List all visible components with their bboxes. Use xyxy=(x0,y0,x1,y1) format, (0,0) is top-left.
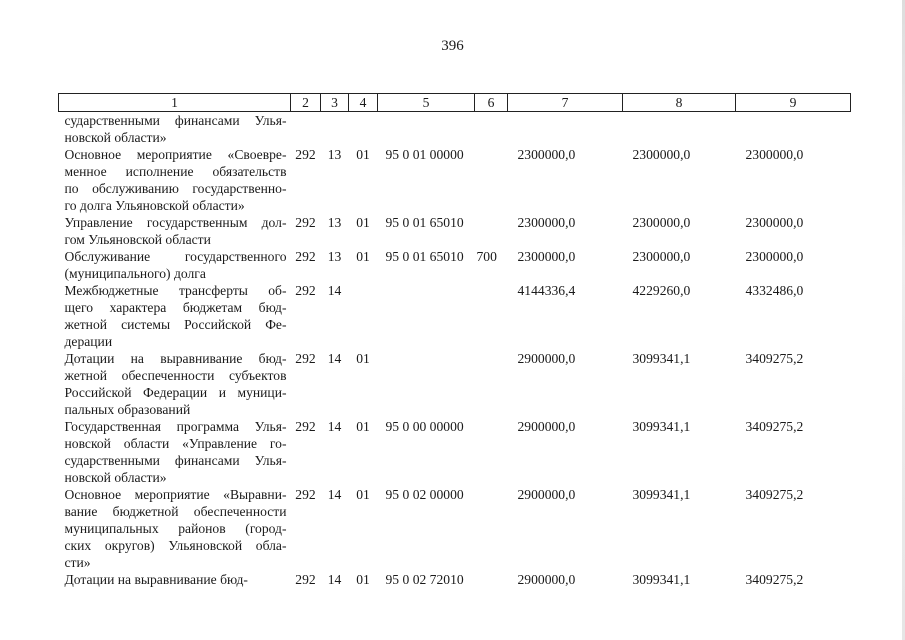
table-row xyxy=(59,571,851,588)
row-name-line: Основное мероприятие «Своевре- xyxy=(64,147,287,162)
row-name-line: (муниципального) долга xyxy=(64,266,206,281)
cell-col-5: 95 0 01 65010 xyxy=(385,215,464,230)
cell-col-2: 292 xyxy=(295,419,316,434)
column-header-3: 3 xyxy=(321,94,349,112)
row-name-cell xyxy=(59,146,291,214)
row-name-cell xyxy=(59,112,291,147)
row-name-line: Дотации на выравнивание бюд- xyxy=(64,351,287,366)
column-header-2: 2 xyxy=(291,94,321,112)
cell-col-5: 95 0 01 00000 xyxy=(385,147,464,162)
row-name-line: сударственными финансами Улья- xyxy=(64,453,287,468)
table-row xyxy=(59,214,851,248)
row-name-line: Дотации на выравнивание бюд- xyxy=(64,572,248,587)
row-name-cell xyxy=(59,571,291,588)
row-name-line: ских округов) Ульяновской обла- xyxy=(64,538,287,553)
cell-col-4: 01 xyxy=(356,215,370,230)
cell-col-7: 2900000,0 xyxy=(517,487,576,502)
column-header-4: 4 xyxy=(349,94,378,112)
cell-col-6 xyxy=(475,112,508,147)
cell-col-5: 95 0 00 00000 xyxy=(385,419,464,434)
page-number: 396 xyxy=(441,38,464,54)
cell-col-6 xyxy=(475,350,508,418)
cell-col-7: 2300000,0 xyxy=(517,215,576,230)
row-name-cell xyxy=(59,350,291,418)
row-name-line: Основное мероприятие «Выравни- xyxy=(64,487,287,502)
cell-col-2: 292 xyxy=(295,572,316,587)
cell-col-6 xyxy=(475,214,508,248)
cell-col-9: 4332486,0 xyxy=(745,283,804,298)
table-row xyxy=(59,248,851,282)
cell-col-7: 2300000,0 xyxy=(517,147,576,162)
cell-col-3: 14 xyxy=(327,419,342,434)
cell-col-3: 14 xyxy=(327,351,342,366)
table-row xyxy=(59,486,851,571)
cell-col-9: 3409275,2 xyxy=(745,419,804,434)
column-header-7: 7 xyxy=(508,94,623,112)
row-name-line: муниципальных районов (город- xyxy=(64,521,287,536)
cell-col-8: 4229260,0 xyxy=(632,283,691,298)
cell-col-3: 13 xyxy=(327,147,342,162)
row-name-line: новской области» xyxy=(64,130,167,145)
cell-col-8: 2300000,0 xyxy=(632,147,691,162)
row-name-cell xyxy=(59,486,291,571)
row-name-line: сударственными финансами Улья- xyxy=(64,113,287,128)
cell-col-4: 01 xyxy=(356,351,370,366)
row-name-line: Российской Федерации и муници- xyxy=(64,385,287,400)
cell-col-7 xyxy=(508,112,623,147)
cell-col-9: 2300000,0 xyxy=(745,249,804,264)
cell-col-4: 01 xyxy=(356,419,370,434)
cell-col-9: 3409275,2 xyxy=(745,487,804,502)
cell-col-5: 95 0 01 65010 xyxy=(385,249,464,264)
row-name-line: менное исполнение обязательств xyxy=(64,164,287,179)
cell-col-2: 292 xyxy=(295,147,316,162)
cell-col-5: 95 0 02 00000 xyxy=(385,487,464,502)
table-body xyxy=(59,112,851,589)
row-name-cell xyxy=(59,282,291,350)
cell-col-4: 01 xyxy=(356,147,370,162)
cell-col-2: 292 xyxy=(295,283,316,298)
cell-col-3: 14 xyxy=(327,572,342,587)
cell-col-4: 01 xyxy=(356,572,370,587)
cell-col-9 xyxy=(736,112,851,147)
cell-col-2 xyxy=(291,112,321,147)
cell-col-8: 3099341,1 xyxy=(632,419,691,434)
cell-col-3: 14 xyxy=(327,487,342,502)
cell-col-8: 3099341,1 xyxy=(632,572,691,587)
row-name-cell xyxy=(59,248,291,282)
cell-col-7: 2900000,0 xyxy=(517,351,576,366)
column-header-5: 5 xyxy=(378,94,475,112)
cell-col-5: 95 0 02 72010 xyxy=(385,572,464,587)
table-row xyxy=(59,112,851,147)
cell-col-4: 01 xyxy=(356,249,370,264)
row-name-line: Государственная программа Улья- xyxy=(64,419,287,434)
row-name-line: новской области» xyxy=(64,470,167,485)
table-row xyxy=(59,418,851,486)
row-name-line: го долга Ульяновской области» xyxy=(64,198,245,213)
row-name-cell xyxy=(59,418,291,486)
cell-col-2: 292 xyxy=(295,215,316,230)
cell-col-7: 2900000,0 xyxy=(517,572,576,587)
row-name-line: новской области «Управление го- xyxy=(64,436,287,451)
cell-col-4: 01 xyxy=(356,487,370,502)
table-header-row xyxy=(59,94,851,112)
row-name-line: Управление государственным дол- xyxy=(64,215,287,230)
row-name-line: вание бюджетной обеспеченности xyxy=(64,504,287,519)
cell-col-7: 2900000,0 xyxy=(517,419,576,434)
table-row xyxy=(59,146,851,214)
cell-col-2: 292 xyxy=(295,351,316,366)
cell-col-3: 13 xyxy=(327,215,342,230)
row-name-line: жетной обеспеченности субъектов xyxy=(64,368,287,383)
column-header-1: 1 xyxy=(59,94,291,112)
cell-col-9: 3409275,2 xyxy=(745,572,804,587)
column-header-6: 6 xyxy=(475,94,508,112)
cell-col-5 xyxy=(378,350,475,418)
cell-col-5 xyxy=(378,282,475,350)
row-name-line: по обслуживанию государственно- xyxy=(64,181,287,196)
cell-col-8: 2300000,0 xyxy=(632,249,691,264)
row-name-cell xyxy=(59,214,291,248)
cell-col-3 xyxy=(321,112,349,147)
cell-col-8: 3099341,1 xyxy=(632,487,691,502)
budget-table xyxy=(58,93,851,588)
cell-col-3: 14 xyxy=(327,283,342,298)
cell-col-6 xyxy=(475,282,508,350)
cell-col-5 xyxy=(378,112,475,147)
cell-col-9: 2300000,0 xyxy=(745,147,804,162)
row-name-line: дерации xyxy=(64,334,113,349)
cell-col-9: 3409275,2 xyxy=(745,351,804,366)
cell-col-6: 700 xyxy=(476,249,497,264)
row-name-line: щего характера бюджетам бюд- xyxy=(64,300,287,315)
cell-col-2: 292 xyxy=(295,487,316,502)
row-name-line: Обслуживание государственного xyxy=(64,249,287,264)
row-name-line: жетной системы Российской Фе- xyxy=(64,317,287,332)
row-name-line: сти» xyxy=(64,555,91,570)
row-name-line: гом Ульяновской области xyxy=(64,232,211,247)
cell-col-6 xyxy=(475,486,508,571)
cell-col-4 xyxy=(349,282,378,350)
column-header-8: 8 xyxy=(623,94,736,112)
cell-col-7: 2300000,0 xyxy=(517,249,576,264)
cell-col-6 xyxy=(475,146,508,214)
cell-col-2: 292 xyxy=(295,249,316,264)
cell-col-8: 2300000,0 xyxy=(632,215,691,230)
column-header-9: 9 xyxy=(736,94,851,112)
cell-col-7: 4144336,4 xyxy=(517,283,576,298)
cell-col-9: 2300000,0 xyxy=(745,215,804,230)
table-row xyxy=(59,282,851,350)
cell-col-4 xyxy=(349,112,378,147)
cell-col-3: 13 xyxy=(327,249,342,264)
cell-col-8: 3099341,1 xyxy=(632,351,691,366)
cell-col-6 xyxy=(475,418,508,486)
row-name-line: пальных образований xyxy=(64,402,191,417)
row-name-line: Межбюджетные трансферты об- xyxy=(64,283,287,298)
cell-col-6 xyxy=(475,571,508,588)
table-row xyxy=(59,350,851,418)
cell-col-8 xyxy=(623,112,736,147)
